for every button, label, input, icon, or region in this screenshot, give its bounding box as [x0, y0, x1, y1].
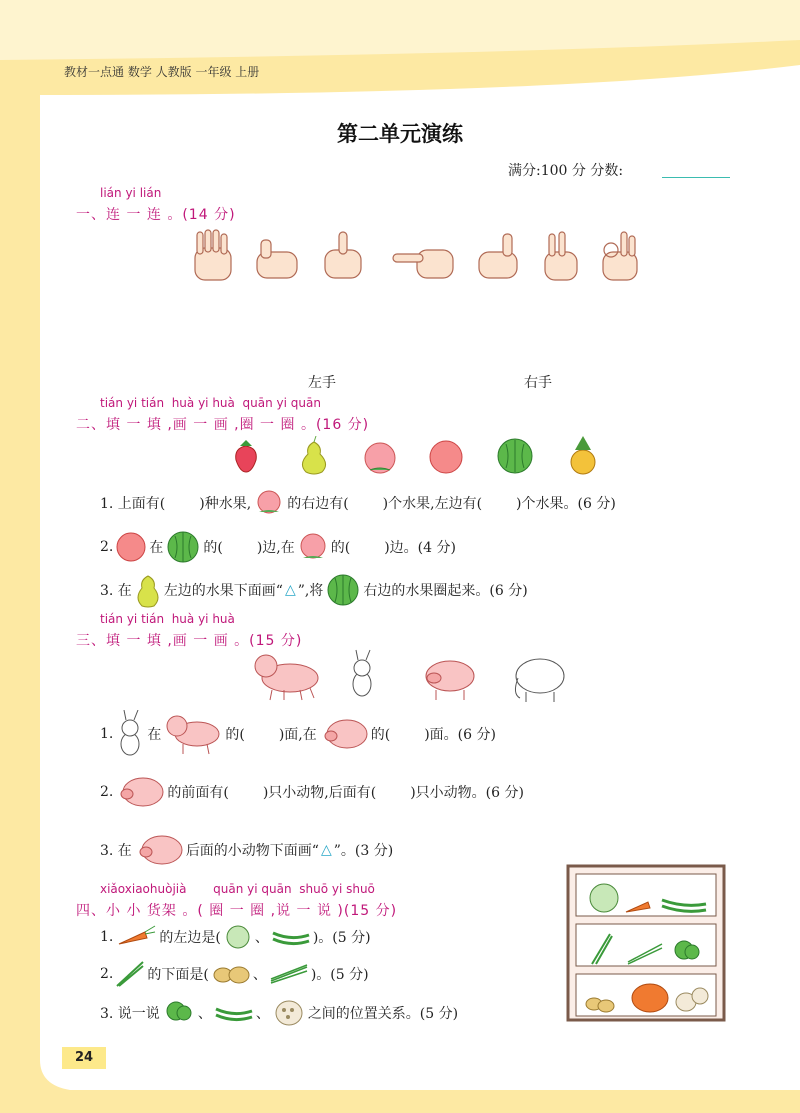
green-onion-icon — [269, 963, 309, 985]
dog-icon — [255, 655, 318, 700]
hand-gestures — [185, 228, 645, 288]
s4-q1 — [100, 924, 371, 950]
vegetable-shelf — [566, 864, 728, 1024]
s4-q1-text-d: )。(5 分) — [312, 930, 371, 946]
thumbs-left-icon — [257, 240, 297, 278]
triangle-icon: △ — [284, 582, 296, 598]
pig-icon — [426, 661, 474, 700]
watermelon-icon — [165, 530, 201, 564]
open-hand-icon — [195, 230, 231, 280]
s4-q2-text-d: )。(5 分) — [310, 967, 369, 983]
s3-q2-text-d: )只小动物。(6 分) — [410, 785, 524, 801]
s3-q1-text-a: 1. — [100, 726, 114, 742]
s4-q2-text-a: 2. — [100, 966, 114, 982]
pig-icon — [134, 828, 184, 872]
s2-q2-text-b: 在 — [149, 540, 164, 556]
dog-icon — [163, 712, 223, 756]
animal-row — [250, 648, 580, 704]
s2-q1-text-c: 的右边有( — [287, 496, 349, 512]
s3-q3-text-c: ”。(3 分) — [333, 843, 394, 859]
s2-q3-text-d: 右边的水果圈起来。(6 分) — [363, 583, 528, 599]
s2-q2-text-d: )边,在 — [256, 540, 295, 556]
s3-q2 — [100, 770, 524, 814]
left-hand-label: 左手 — [308, 375, 336, 391]
pumpkin-icon — [632, 984, 668, 1012]
elephant-icon — [515, 659, 564, 702]
s4-q3-text-b: 、 — [197, 1006, 212, 1022]
s2-q3-text-a: 3. 在 — [100, 583, 132, 599]
scallion-icon — [115, 960, 145, 988]
watermelon-icon — [498, 439, 532, 473]
page-number: 24 — [62, 1047, 106, 1069]
score-blank[interactable] — [662, 177, 730, 178]
right-hand-label: 右手 — [524, 375, 552, 391]
s4-q1-text-b: 的左边是( — [159, 930, 221, 946]
page-title: 第二单元演练 — [337, 122, 463, 146]
s3-q1 — [100, 710, 496, 758]
s4-q3-text-c: 、 — [255, 1006, 270, 1022]
watermelon-icon — [325, 572, 361, 608]
potato-icon — [211, 963, 251, 985]
pig-icon — [115, 770, 165, 814]
apple-icon — [430, 441, 462, 473]
cabbage-icon — [223, 924, 253, 950]
pointing-up-icon — [325, 232, 361, 278]
s3-q2-text-a: 2. — [100, 784, 114, 800]
s4-q1-text-c: 、 — [254, 930, 269, 946]
s4-q3 — [100, 998, 458, 1028]
s2-q2-text-e: 的( — [330, 540, 351, 556]
s4-q3-text-d: 之间的位置关系。(5 分) — [307, 1006, 459, 1022]
ok-hand-icon — [603, 232, 637, 280]
triangle-icon: △ — [320, 842, 332, 858]
s4-q2-text-c: 、 — [252, 967, 267, 983]
peach-icon — [365, 443, 395, 473]
fruit-row — [230, 436, 610, 476]
strawberry-icon — [236, 440, 257, 472]
pear-icon — [302, 436, 325, 474]
s2-q2-text-c: 的( — [203, 540, 223, 556]
s2-q2-text-f: )边。(4 分) — [384, 540, 456, 556]
lotus-root-icon — [272, 998, 306, 1028]
score-label: 满分:100 分 分数: — [508, 163, 624, 179]
s3-title: 三、填 一 填 ,画 一 画 。(15 分) — [76, 633, 303, 649]
s2-q1-text-a: 1. 上面有( — [100, 496, 166, 512]
s4-title: 四、小 小 货架 。( 圈 一 圈 ,说 一 说 )(15 分) — [76, 903, 398, 919]
apple-icon — [115, 531, 147, 563]
s3-q1-text-d: )面,在 — [278, 727, 317, 743]
s2-q1-text-d: )个水果,左边有( — [382, 496, 483, 512]
s3-q2-text-c: )只小动物,后面有( — [262, 785, 377, 801]
rabbit-icon — [353, 650, 371, 696]
broccoli-icon — [162, 999, 196, 1027]
thumbs-up-icon — [479, 234, 517, 278]
s3-q2-text-b: 的前面有( — [167, 785, 229, 801]
s3-q1-text-f: )面。(6 分) — [424, 727, 496, 743]
s3-q1-text-e: 的( — [370, 727, 391, 743]
peach-icon — [253, 490, 285, 516]
s4-q1-text-a: 1. — [100, 929, 114, 945]
pineapple-icon — [571, 436, 595, 474]
s2-title: 二、填 一 填 ,画 一 画 ,圈 一 圈 。(16 分) — [76, 417, 370, 433]
peach-icon — [297, 532, 329, 562]
pointing-left-icon — [393, 250, 453, 278]
s3-q3-text-b: 后面的小动物下面画“ — [185, 843, 319, 859]
green-beans-icon — [271, 927, 311, 947]
s4-q2 — [100, 960, 369, 988]
s2-pinyin: tián yi tián huà yi huà quān yi quān — [100, 396, 321, 410]
s3-q1-text-c: 的( — [225, 727, 245, 743]
s4-q3-text-a: 3. 说一说 — [100, 1006, 160, 1022]
s2-q1-text-e: )个水果。(6 分) — [516, 496, 616, 512]
s3-q3-text-a: 3. 在 — [100, 843, 132, 859]
s2-q1 — [100, 490, 616, 516]
green-beans-icon — [214, 1003, 254, 1023]
s2-q3-text-c: ”,将 — [297, 583, 324, 599]
s4-pinyin: xiǎoxiaohuòjià quān yi quān shuō yi shuō — [100, 882, 375, 896]
s3-q1-text-b: 在 — [147, 727, 162, 743]
rabbit-icon — [115, 710, 145, 758]
carrot-icon — [115, 924, 157, 950]
victory-hand-icon — [545, 232, 577, 280]
pig-icon — [319, 712, 369, 756]
s4-q2-text-b: 的下面是( — [147, 967, 209, 983]
s1-pinyin: lián yi lián — [100, 186, 162, 200]
s2-q2-text-a: 2. — [100, 539, 114, 555]
s3-q3 — [100, 828, 393, 872]
book-header: 教材一点通 数学 人教版 一年级 上册 — [64, 65, 260, 79]
s2-q3 — [100, 572, 528, 608]
s2-q1-text-b: )种水果, — [199, 496, 252, 512]
s2-q2 — [100, 530, 456, 564]
s2-q3-text-b: 左边的水果下面画“ — [163, 583, 283, 599]
s1-title: 一、连 一 连 。(14 分) — [76, 207, 236, 223]
cabbage-icon — [590, 884, 618, 912]
pear-icon — [134, 572, 162, 608]
s3-pinyin: tián yi tián huà yi huà — [100, 612, 235, 626]
